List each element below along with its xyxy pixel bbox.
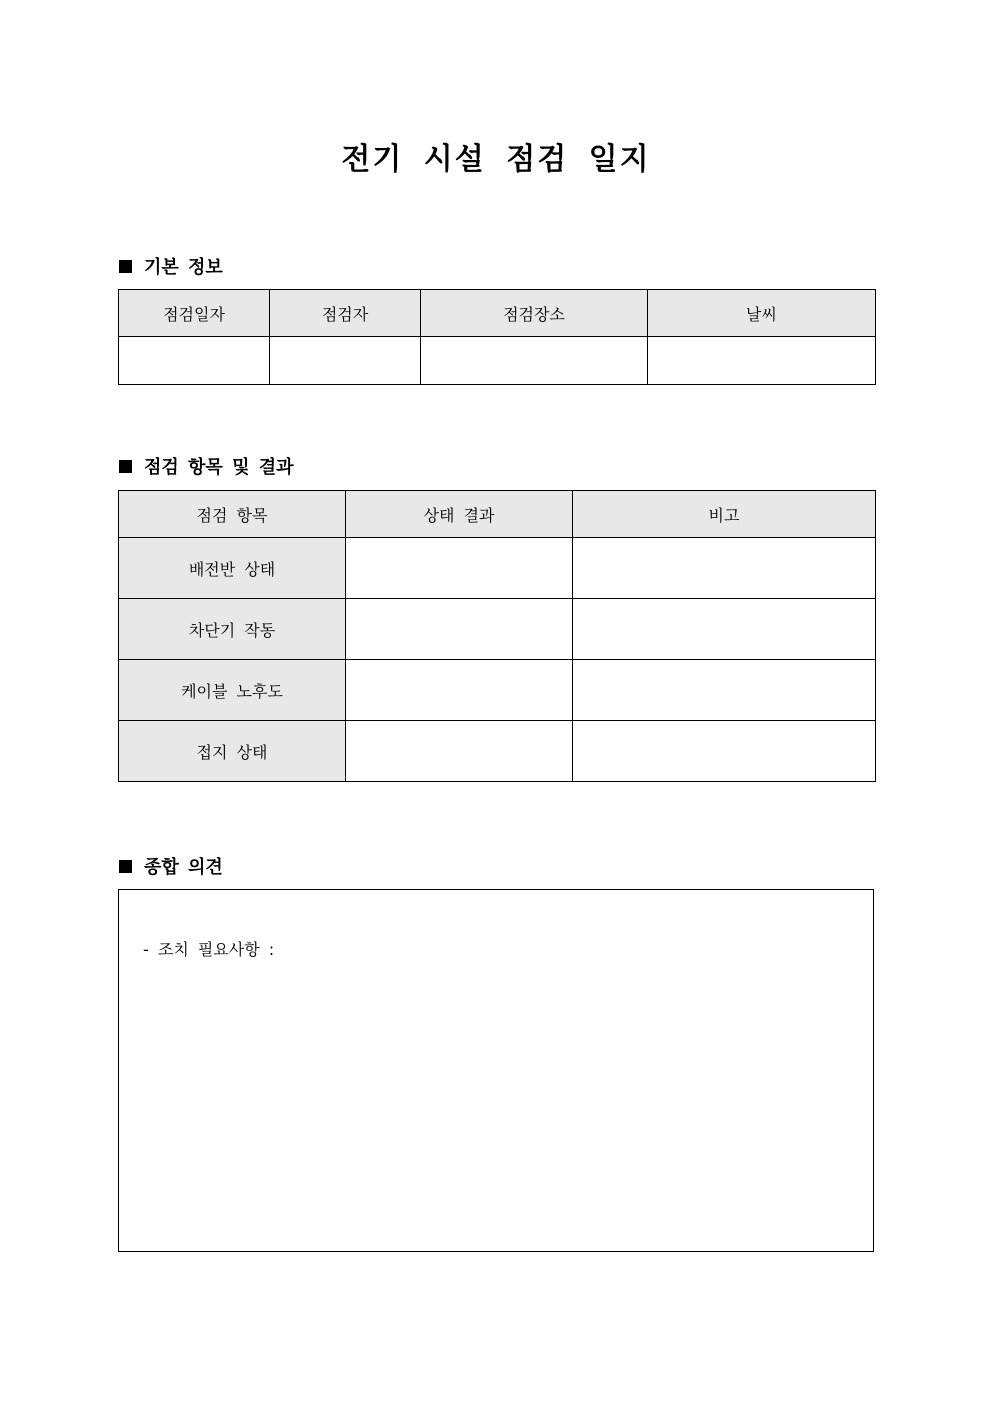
basic-info-table <box>118 289 876 385</box>
table-row <box>119 538 876 599</box>
section-heading-basic-info <box>119 253 223 279</box>
section-heading-label: 기본 정보 <box>144 257 223 278</box>
remarks-field[interactable] <box>573 599 876 660</box>
remarks-field[interactable] <box>573 721 876 782</box>
square-bullet-icon <box>119 460 132 473</box>
opinion-textarea[interactable] <box>118 889 874 1252</box>
inspection-date-field[interactable] <box>119 337 270 385</box>
inspection-table <box>118 490 876 782</box>
item-label: 접지 상태 <box>119 721 346 782</box>
square-bullet-icon <box>119 260 132 273</box>
result-field[interactable] <box>346 599 573 660</box>
header-inspector: 점검자 <box>270 290 421 337</box>
item-label: 차단기 작동 <box>119 599 346 660</box>
header-inspection-item: 점검 항목 <box>119 491 346 538</box>
remarks-field[interactable] <box>573 538 876 599</box>
table-row <box>119 721 876 782</box>
header-remarks: 비고 <box>573 491 876 538</box>
header-status-result: 상태 결과 <box>346 491 573 538</box>
remarks-field[interactable] <box>573 660 876 721</box>
result-field[interactable] <box>346 538 573 599</box>
table-header-row <box>119 491 876 538</box>
header-weather: 날씨 <box>648 290 876 337</box>
document-title: 전기 시설 점검 일지 <box>341 142 651 177</box>
section-heading-opinion <box>119 853 223 879</box>
inspection-location-field[interactable] <box>421 337 648 385</box>
table-header-row <box>119 290 876 337</box>
inspector-field[interactable] <box>270 337 421 385</box>
item-label: 배전반 상태 <box>119 538 346 599</box>
action-required-line: - 조치 필요사항 : <box>143 940 275 959</box>
section-heading-inspection <box>119 453 294 479</box>
header-inspection-location: 점검장소 <box>421 290 648 337</box>
weather-field[interactable] <box>648 337 876 385</box>
result-field[interactable] <box>346 660 573 721</box>
section-heading-label: 점검 항목 및 결과 <box>144 457 294 478</box>
square-bullet-icon <box>119 860 132 873</box>
table-row <box>119 337 876 385</box>
table-row <box>119 599 876 660</box>
result-field[interactable] <box>346 721 573 782</box>
item-label: 케이블 노후도 <box>119 660 346 721</box>
table-row <box>119 660 876 721</box>
header-inspection-date: 점검일자 <box>119 290 270 337</box>
section-heading-label: 종합 의견 <box>144 857 223 878</box>
